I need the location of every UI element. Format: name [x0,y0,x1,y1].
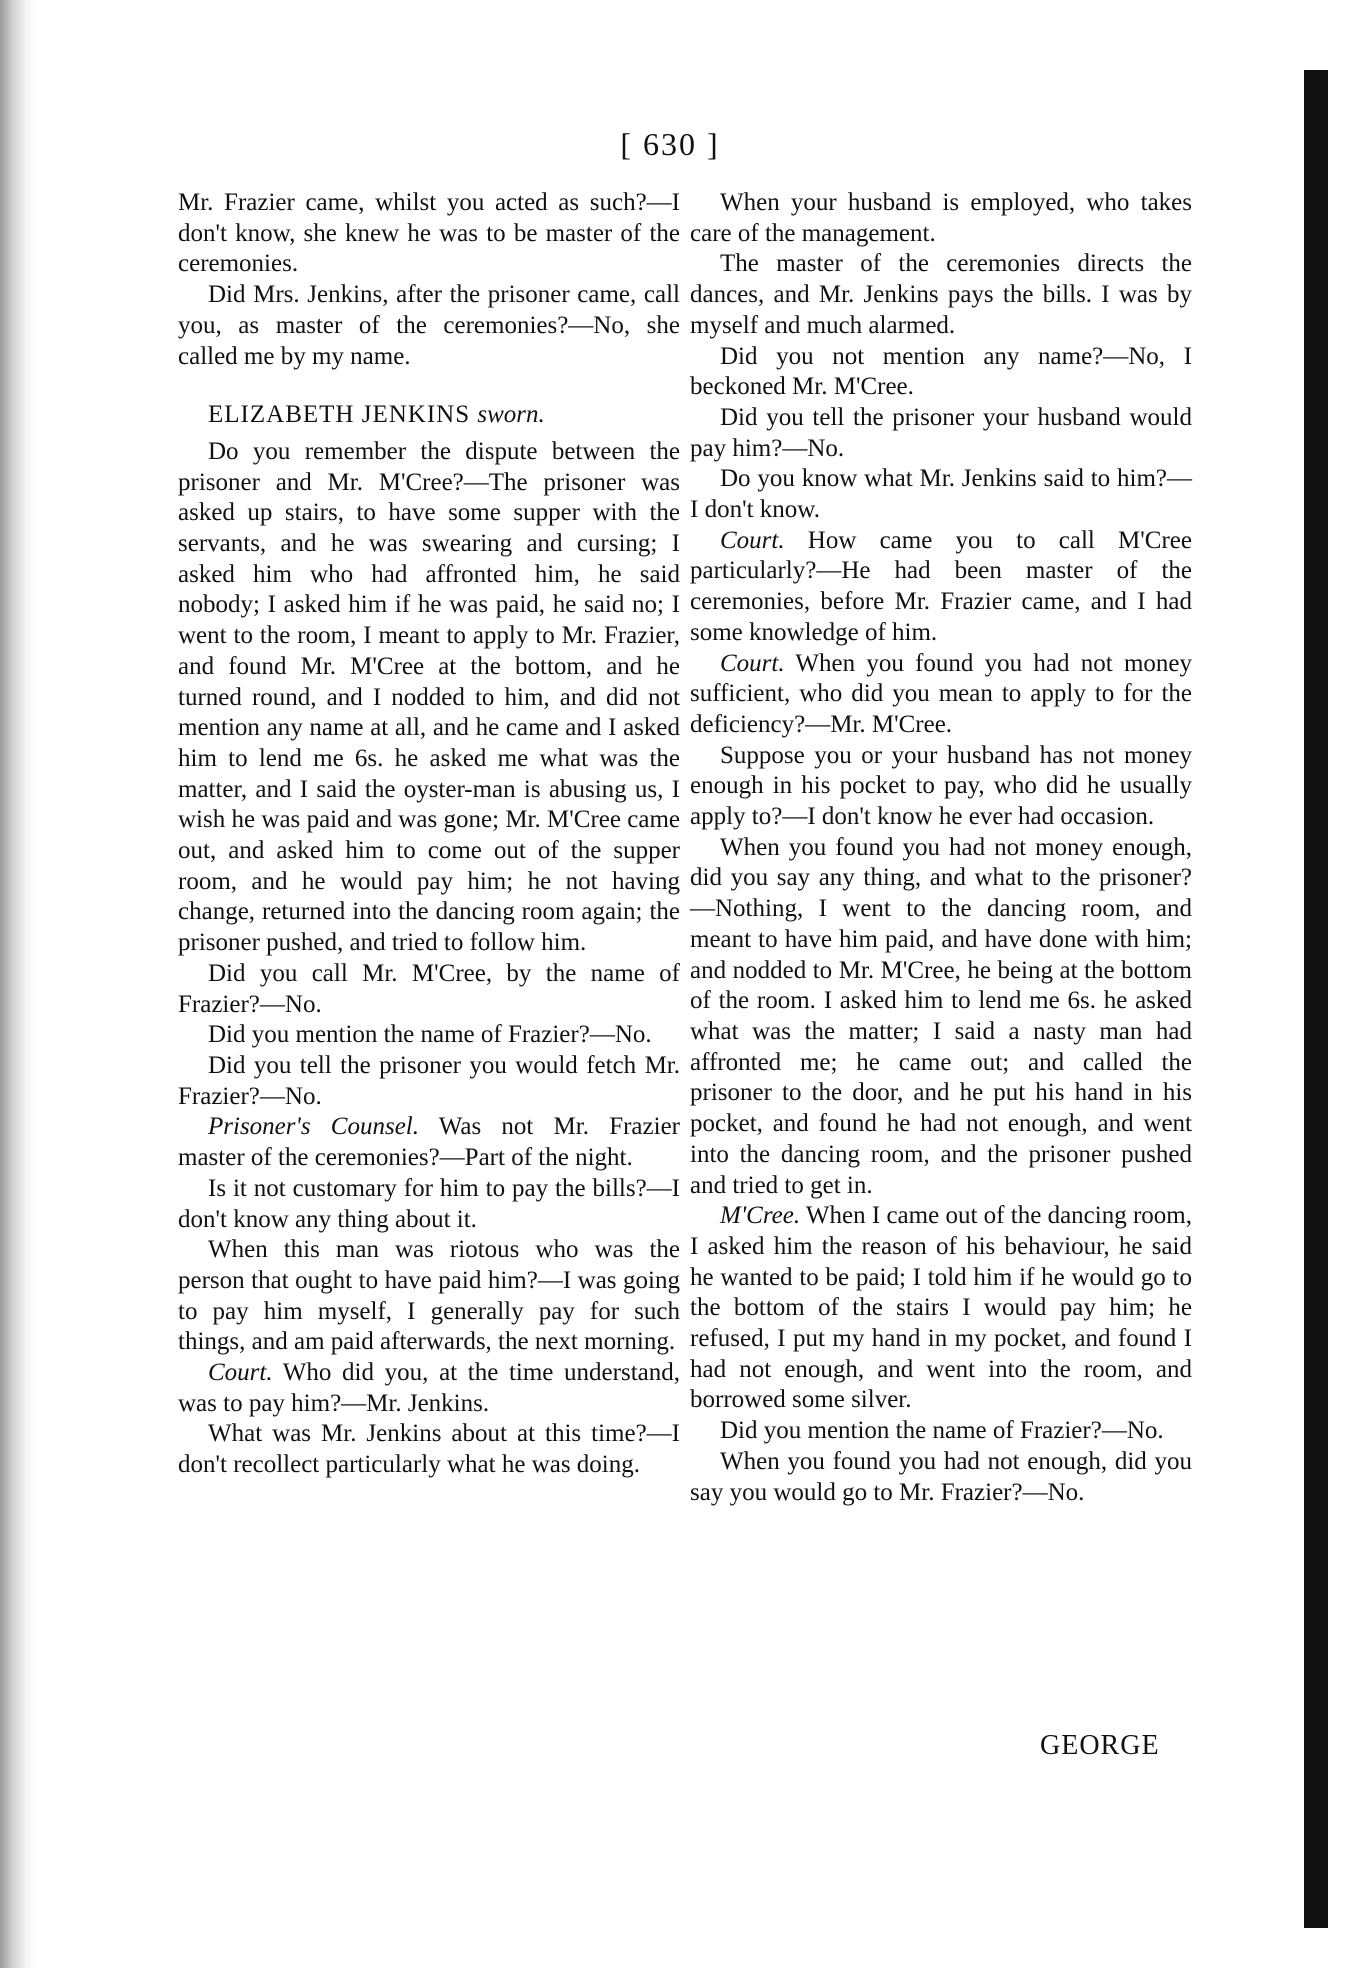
paragraph-text: Who did you, at the time understand, was to pay him?—Mr. Jenkins. [178,1359,680,1417]
witness-name: ELIZABETH JENKINS [208,401,471,429]
paragraph: Suppose you or your husband has not money enough in his pocket to pay, who did he usually apply to?—I don't know he ever had occasion. [690,741,1192,831]
paragraph [690,526,1192,649]
paragraph: When this man was riotous who was the person that ought to have paid him?—I was going to pay him myself, I generally pay for such things, and am paid afterwards, the next morning. [178,1236,680,1356]
paragraph: What was Mr. Jenkins about at this time?—I don't recollect particularly what he was doing. [178,1420,680,1479]
paragraph: When you found you had not enough, did you say you would go to Mr. Frazier?—No. [690,1447,1192,1506]
paragraph-text: How came you to call M'Cree particularly?—He had been master of the ceremonies, before Mr. Frazier came, and I had some knowledge of him. [690,526,1192,646]
witness-heading [178,400,680,431]
sworn-label: sworn. [477,401,545,429]
paragraph: The master of the ceremonies directs the dances, and Mr. Jenkins pays the bills. I was by myself and much alarmed. [690,250,1192,339]
paragraph [690,649,1192,741]
paragraph [178,1358,680,1419]
speaker-label: M'Cree. [720,1202,801,1230]
paragraph [178,1112,680,1173]
paragraph: Mr. Frazier came, whilst you acted as such?—I don't know, she knew he was to be master of the ceremonies. [178,189,680,278]
paragraph: Is it not customary for him to pay the bills?—I don't know any thing about it. [178,1174,680,1233]
paragraph-text: When you found you had not money sufficient, who did you mean to apply to for the deficiency?—Mr. M'Cree. [690,649,1192,738]
paragraph: When your husband is employed, who takes care of the management. [690,189,1192,247]
paragraph: Do you remember the dispute between the prisoner and Mr. M'Cree?—The prisoner was asked up stairs, to have some supper with the servants, and he was swearing and cursing; I asked him who had affronted him, he said nobody; I asked him if he was paid, he said no; I went to the room, I meant to apply to Mr. Frazier, and found Mr. M'Cree at the bottom, and he turned round, and I nodded to him, and did not mention any name at all, and he came and I asked him to lend me 6s. he asked me what was the matter, and I said the oyster-man is abusing us, I wish he was paid and was gone; Mr. M'Cree came out, and asked him to come out of the supper room, and he would pay him; he not having change, returned into the dancing room again; the prisoner pushed, and tried to follow him. [178,437,680,957]
paragraph: Did you tell the prisoner you would fetch Mr. Frazier?—No. [178,1051,680,1110]
speaker-label: Court. [720,526,785,554]
paragraph: Did Mrs. Jenkins, after the prisoner came, call you, as master of the ceremonies?—No, she called me by my name. [178,281,680,370]
paragraph-text: Was not Mr. Frazier master of the ceremonies?—Part of the night. [178,1113,680,1172]
right-column [690,188,1192,1508]
speaker-label: Court. [208,1359,273,1387]
paragraph: Do you know what Mr. Jenkins said to him?—I don't know. [690,465,1192,524]
paragraph: Did you mention the name of Frazier?—No. [720,1417,1164,1445]
paragraph-text: When I came out of the dancing room, I asked him the reason of his behaviour, he said he wanted to be paid; I told him if he would go to the bottom of the stairs I would pay him; he refused, I put my hand in my pocket, and found I had not enough, and went into the room, and borrowed some silver. [690,1202,1192,1414]
paragraph [690,1201,1192,1416]
page-number: [ 630 ] [620,126,720,162]
page-edge-right [1304,70,1328,1928]
paragraph: Did you call Mr. M'Cree, by the name of Frazier?—No. [178,959,680,1018]
paragraph: When you found you had not money enough, did you say any thing, and what to the prisoner?—Nothing, I went to the dancing room, and meant to have him paid, and have done with him; and nodded to Mr. M'Cree, he being at the bottom of the room. I asked him to lend me 6s. he asked what was the matter; I said a nasty man had affronted me; he came out; and called the prisoner to the door, and he put his hand in his pocket, and found he had not enough, and went into the dancing room, and the prisoner pushed and tried to get in. [690,833,1192,1199]
catchword: GEORGE [1040,1730,1160,1761]
left-column [178,188,680,1481]
page-edge-left [0,0,36,1968]
speaker-label: Prisoner's Counsel. [208,1113,419,1141]
paragraph: Did you not mention any name?—No, I beckoned Mr. M'Cree. [690,342,1192,401]
paragraph: Did you mention the name of Frazier?—No. [208,1021,652,1049]
speaker-label: Court. [720,649,785,677]
paragraph: Did you tell the prisoner your husband would pay him?—No. [690,403,1192,462]
